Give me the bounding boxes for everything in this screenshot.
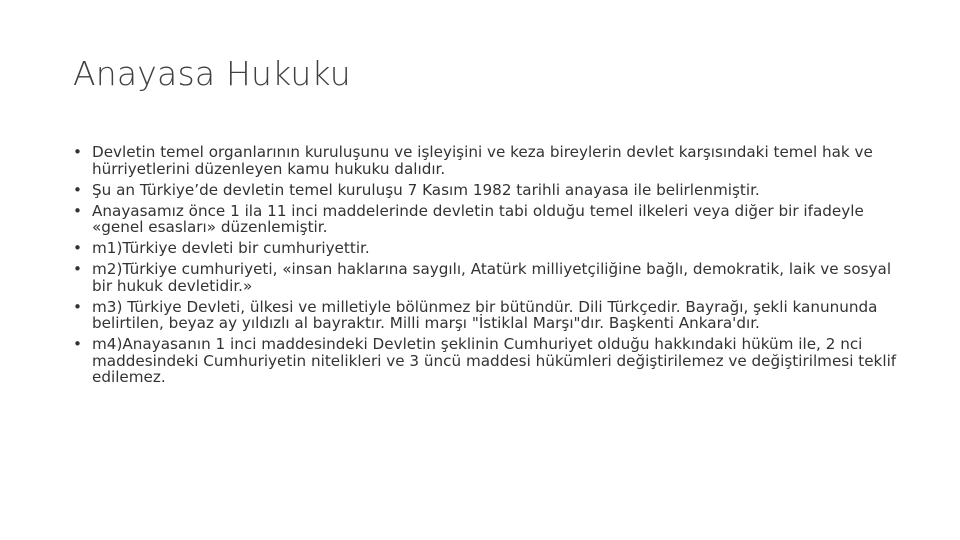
bullet-list <box>73 144 903 390</box>
bullet-text: Devletin temel organlarının kuruluşunu ve işleyişini ve keza bireylerin devlet karşısındaki temel hak ve hürriyetlerini düzenleyen kamu hukuku dalıdır. <box>92 143 873 178</box>
bullet-item <box>73 203 903 236</box>
bullet-dot-icon: • <box>73 201 82 220</box>
bullet-item <box>73 240 903 257</box>
bullet-text: Şu an Türkiye’de devletin temel kuruluşu 7 Kasım 1982 tarihli anayasa ile belirlenmiştir. <box>92 180 760 199</box>
bullet-text: m2)Türkiye cumhuriyeti, «insan haklarına saygılı, Atatürk milliyetçiliğine bağlı, demokratik, laik ve sosyal bir hukuk devletidir.» <box>92 260 892 295</box>
bullet-dot-icon: • <box>73 335 82 353</box>
bullet-item <box>73 144 903 177</box>
bullet-dot-icon: • <box>73 297 82 316</box>
bullet-dot-icon: • <box>73 260 82 278</box>
slide-title: Anayasa Hukuku <box>73 54 351 93</box>
bullet-text: m3) Türkiye Devleti, ülkesi ve milletiyle bölünmez bir bütündür. Dili Türkçedir. Bayrağı, şekli kanununda belirtilen, beyaz ay yıldızlı al bayraktır. Milli marşı "İstiklal Marşı"dır. Başkenti Ankara'dır. <box>92 297 878 332</box>
bullet-text: m1)Türkiye devleti bir cumhuriyettir. <box>92 239 370 257</box>
bullet-text: Anayasamız önce 1 ila 11 inci maddelerinde devletin tabi olduğu temel ilkeleri veya diğer bir ifadeyle «genel esasları» düzenlemiştir. <box>92 201 864 236</box>
bullet-item <box>73 261 903 294</box>
bullet-text: m4)Anayasanın 1 inci maddesindeki Devletin şeklinin Cumhuriyet olduğu hakkındaki hüküm ile, 2 nci maddesindeki Cumhuriyetin nitelikleri ve 3 üncü maddesi hükümleri değiştirilemez ve değiştirilmesi teklif edilemez. <box>92 335 897 386</box>
bullet-item <box>73 182 903 199</box>
bullet-dot-icon: • <box>73 180 82 199</box>
bullet-item <box>73 299 903 332</box>
bullet-dot-icon: • <box>73 143 82 161</box>
bullet-item <box>73 336 903 386</box>
bullet-dot-icon: • <box>73 239 82 257</box>
